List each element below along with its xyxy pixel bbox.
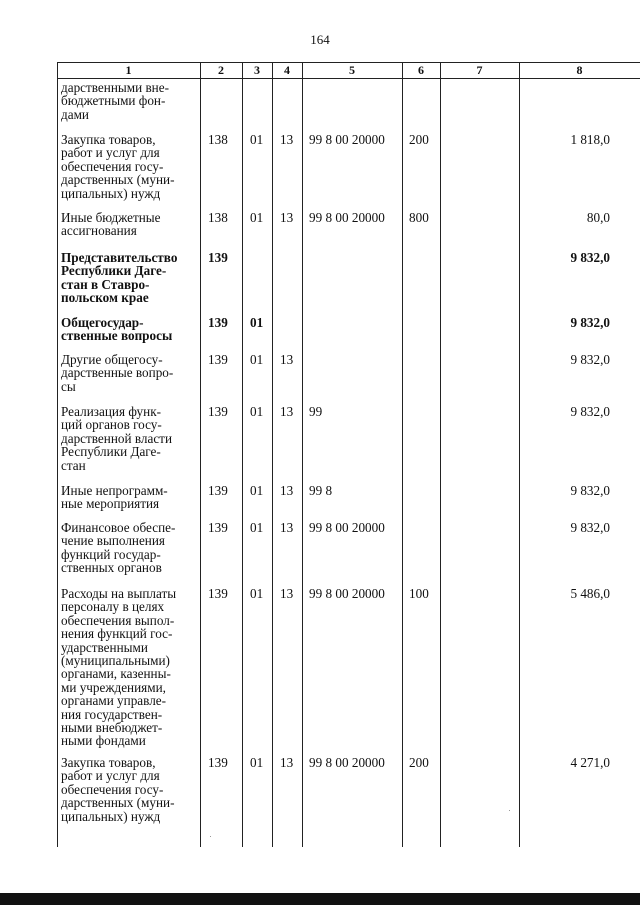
row-section: 01 — [250, 315, 264, 330]
row-amount: 9 832,0 — [570, 520, 610, 535]
row-target-article: 99 8 00 20000 — [309, 520, 385, 535]
row-amount: 9 832,0 — [570, 315, 610, 330]
row-target-article: 99 8 00 20000 — [309, 755, 385, 770]
page-number: 164 — [310, 32, 330, 47]
header-col-4: 4 — [284, 63, 290, 77]
row-name: Закупка товаров, работ и услуг для обеспечения госу- дарственных (муни- ципальных) нужд — [61, 132, 175, 201]
row-name: Представительство Республики Даге- стан в Ставро- польском крае — [61, 250, 178, 306]
row-name: Расходы на выплаты персоналу в целях обеспечения выпол- нения функций гос- ударственными (муниципальными) органами, казенны- ми учреждениями, органами управле- ния государствен- ными внебюджет- ными фондами — [61, 586, 177, 749]
row-amount: 9 832,0 — [570, 483, 610, 498]
row-code: 139 — [208, 755, 228, 770]
header-col-2: 2 — [218, 63, 224, 77]
header-col-1: 1 — [125, 63, 132, 77]
row-subsection: 13 — [280, 404, 294, 419]
row-subsection: 13 — [280, 210, 294, 225]
row-target-article: 99 8 00 20000 — [309, 210, 385, 225]
row-amount: 1 818,0 — [570, 132, 610, 147]
column-divider — [57, 62, 58, 847]
row-name: Иные непрограмм- ные мероприятия — [61, 483, 168, 512]
header-bottom-border — [57, 78, 640, 79]
row-code: 139 — [208, 315, 228, 330]
column-divider — [242, 62, 243, 847]
row-name: дарственными вне- бюджетными фон- дами — [61, 80, 169, 122]
row-amount: 9 832,0 — [570, 250, 610, 265]
header-col-7: 7 — [476, 63, 483, 77]
column-divider — [302, 62, 303, 847]
row-name: Реализация функ- ций органов госу- дарственной власти Республики Даге- стан — [61, 404, 172, 473]
row-code: 139 — [208, 404, 228, 419]
row-expense-type: 200 — [409, 755, 429, 770]
header-col-8: 8 — [576, 63, 583, 77]
row-expense-type: 800 — [409, 210, 429, 225]
row-name: Финансовое обеспе- чение выполнения функций государ- ственных органов — [61, 520, 176, 576]
scan-speck — [509, 810, 510, 811]
row-subsection: 13 — [280, 352, 294, 367]
column-divider — [272, 62, 273, 847]
row-section: 01 — [250, 404, 264, 419]
row-target-article: 99 — [309, 404, 323, 419]
row-section: 01 — [250, 132, 264, 147]
header-col-3: 3 — [254, 63, 260, 77]
row-amount: 4 271,0 — [570, 755, 610, 770]
row-amount: 9 832,0 — [570, 352, 610, 367]
row-amount: 9 832,0 — [570, 404, 610, 419]
row-target-article: 99 8 00 20000 — [309, 586, 385, 601]
row-expense-type: 200 — [409, 132, 429, 147]
row-code: 139 — [208, 520, 228, 535]
row-expense-type: 100 — [409, 586, 429, 601]
column-divider — [402, 62, 403, 847]
row-amount: 5 486,0 — [570, 586, 610, 601]
row-code: 138 — [208, 210, 228, 225]
row-section: 01 — [250, 586, 264, 601]
row-section: 01 — [250, 210, 264, 225]
column-divider — [519, 62, 520, 847]
row-code: 138 — [208, 132, 228, 147]
row-subsection: 13 — [280, 132, 294, 147]
row-name: Иные бюджетные ассигнования — [61, 210, 161, 239]
row-section: 01 — [250, 520, 264, 535]
row-code: 139 — [208, 352, 228, 367]
row-name: Другие общегосу- дарственные вопро- сы — [61, 352, 174, 394]
row-code: 139 — [208, 483, 228, 498]
column-divider — [200, 62, 201, 847]
row-section: 01 — [250, 483, 264, 498]
row-subsection: 13 — [280, 586, 294, 601]
row-subsection: 13 — [280, 755, 294, 770]
header-col-5: 5 — [349, 63, 355, 77]
row-target-article: 99 8 — [309, 483, 333, 498]
row-name: Общегосудар- ственные вопросы — [61, 315, 173, 344]
row-subsection: 13 — [280, 520, 294, 535]
row-name: Закупка товаров, работ и услуг для обеспечения госу- дарственных (муни- ципальных) нужд — [61, 755, 175, 824]
row-amount: 80,0 — [586, 210, 610, 225]
row-code: 139 — [208, 586, 228, 601]
row-section: 01 — [250, 755, 264, 770]
row-target-article: 99 8 00 20000 — [309, 132, 385, 147]
scan-bottom-edge — [0, 893, 640, 905]
header-col-6: 6 — [418, 63, 424, 77]
scan-speck — [210, 836, 211, 837]
row-code: 139 — [208, 250, 228, 265]
row-subsection: 13 — [280, 483, 294, 498]
row-section: 01 — [250, 352, 264, 367]
column-divider — [440, 62, 441, 847]
